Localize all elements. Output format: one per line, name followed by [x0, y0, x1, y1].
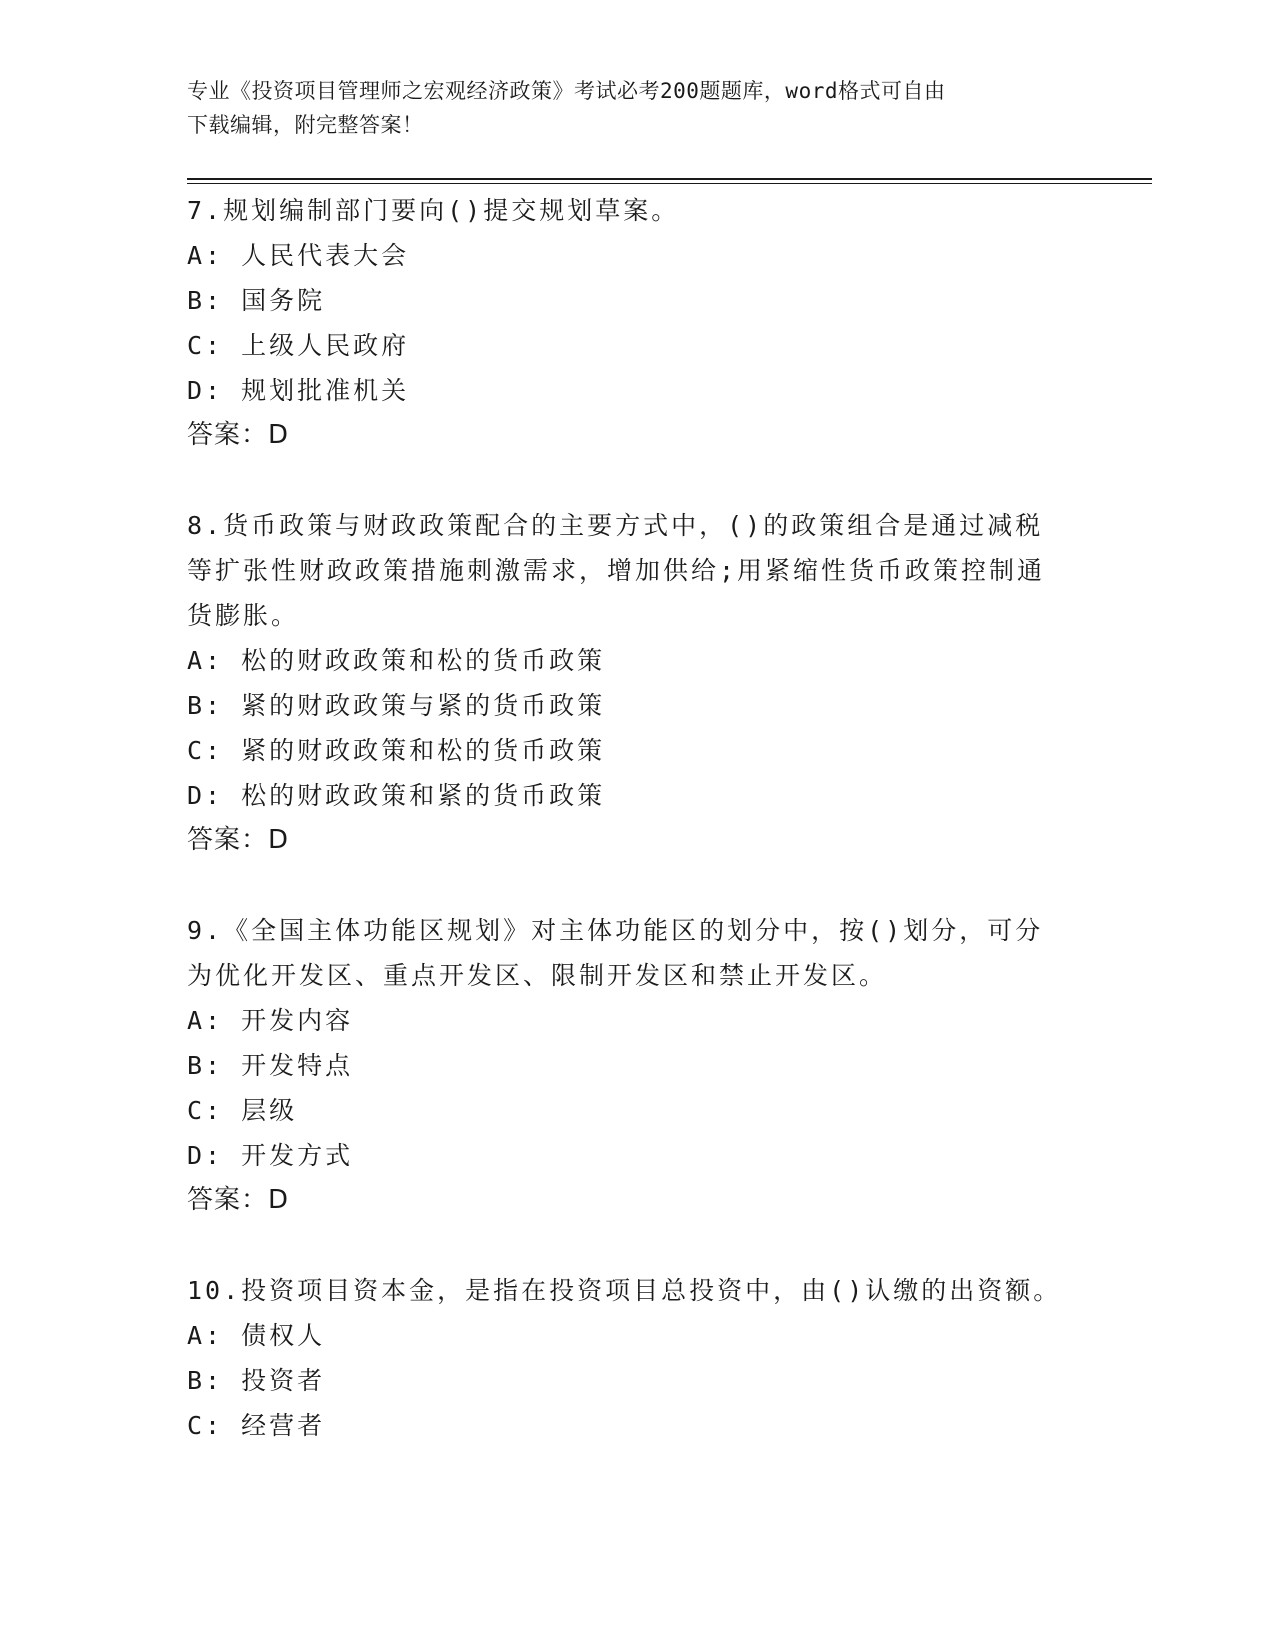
question-text: 9.《全国主体功能区规划》对主体功能区的划分中，按()划分，可分 — [187, 916, 1044, 945]
option-spacer — [223, 368, 241, 413]
option-text: 开发特点 — [241, 1051, 354, 1080]
option-text: 松的财政政策和松的货币政策 — [241, 646, 606, 675]
option-text: 松的财政政策和紧的货币政策 — [241, 781, 606, 810]
answer-option — [187, 728, 1067, 773]
answer-option — [187, 1088, 1067, 1133]
answer-option — [187, 1358, 1067, 1403]
option-spacer — [223, 1313, 241, 1358]
answer-option — [187, 1313, 1067, 1358]
question-text: 10.投资项目资本金，是指在投资项目总投资中，由()认缴的出资额。 — [187, 1276, 1062, 1305]
option-text: 开发方式 — [241, 1141, 354, 1170]
answer-option — [187, 1133, 1067, 1178]
option-text: 债权人 — [241, 1321, 326, 1350]
option-text: 紧的财政政策与紧的货币政策 — [241, 691, 606, 720]
answer-key: 答案：D — [187, 825, 290, 855]
option-spacer — [223, 728, 241, 773]
answer-option — [187, 1403, 1067, 1448]
option-spacer — [223, 683, 241, 728]
option-key: B: — [187, 1051, 224, 1080]
option-spacer — [223, 773, 241, 818]
option-key: C: — [187, 331, 224, 360]
option-key: D: — [187, 781, 224, 810]
answer-option — [187, 998, 1067, 1043]
option-spacer — [223, 1043, 241, 1088]
option-spacer — [223, 638, 241, 683]
question-text: 8.货币政策与财政政策配合的主要方式中，()的政策组合是通过减税 — [187, 511, 1044, 540]
question-text: 为优化开发区、重点开发区、限制开发区和禁止开发区。 — [187, 961, 888, 990]
option-key: B: — [187, 1366, 224, 1395]
option-text: 经营者 — [241, 1411, 326, 1440]
option-spacer — [223, 233, 241, 278]
option-text: 国务院 — [241, 286, 326, 315]
option-text: 层级 — [241, 1096, 298, 1125]
option-spacer — [223, 323, 241, 368]
option-key: B: — [187, 286, 224, 315]
answer-option — [187, 278, 1067, 323]
header-line-2: 下载编辑，附完整答案！ — [187, 113, 424, 137]
answer-option — [187, 233, 1067, 278]
option-spacer — [223, 1088, 241, 1133]
option-key: B: — [187, 691, 224, 720]
answer-option — [187, 1043, 1067, 1088]
question-block — [187, 908, 1067, 1223]
option-key: D: — [187, 376, 224, 405]
option-key: A: — [187, 646, 224, 675]
option-text: 开发内容 — [241, 1006, 354, 1035]
header-divider-thick — [187, 178, 1152, 180]
answer-option — [187, 683, 1067, 728]
option-key: C: — [187, 1096, 224, 1125]
question-text: 等扩张性财政政策措施刺激需求，增加供给;用紧缩性货币政策控制通 — [187, 556, 1046, 585]
option-spacer — [223, 278, 241, 323]
option-spacer — [223, 1358, 241, 1403]
option-key: D: — [187, 1141, 224, 1170]
question-text: 货膨胀。 — [187, 601, 300, 630]
answer-key: 答案：D — [187, 1185, 290, 1215]
answer-option — [187, 638, 1067, 683]
question-block — [187, 1268, 1067, 1448]
question-list — [187, 188, 1067, 1493]
answer-option — [187, 323, 1067, 368]
option-spacer — [223, 998, 241, 1043]
option-spacer — [223, 1133, 241, 1178]
option-key: A: — [187, 1321, 224, 1350]
document-header — [187, 74, 1067, 142]
question-text: 7.规划编制部门要向()提交规划草案。 — [187, 196, 680, 225]
answer-key: 答案：D — [187, 420, 290, 450]
option-spacer — [223, 1403, 241, 1448]
answer-option — [187, 368, 1067, 413]
option-text: 人民代表大会 — [241, 241, 410, 270]
option-key: C: — [187, 736, 224, 765]
option-text: 投资者 — [241, 1366, 326, 1395]
question-block — [187, 503, 1067, 863]
option-text: 规划批准机关 — [241, 376, 410, 405]
option-key: A: — [187, 241, 224, 270]
option-key: C: — [187, 1411, 224, 1440]
header-line-1: 专业《投资项目管理师之宏观经济政策》考试必考200题题库，word格式可自由 — [187, 79, 946, 103]
option-key: A: — [187, 1006, 224, 1035]
header-divider-thin — [187, 183, 1152, 184]
question-block — [187, 188, 1067, 458]
option-text: 紧的财政政策和松的货币政策 — [241, 736, 606, 765]
answer-option — [187, 773, 1067, 818]
option-text: 上级人民政府 — [241, 331, 410, 360]
